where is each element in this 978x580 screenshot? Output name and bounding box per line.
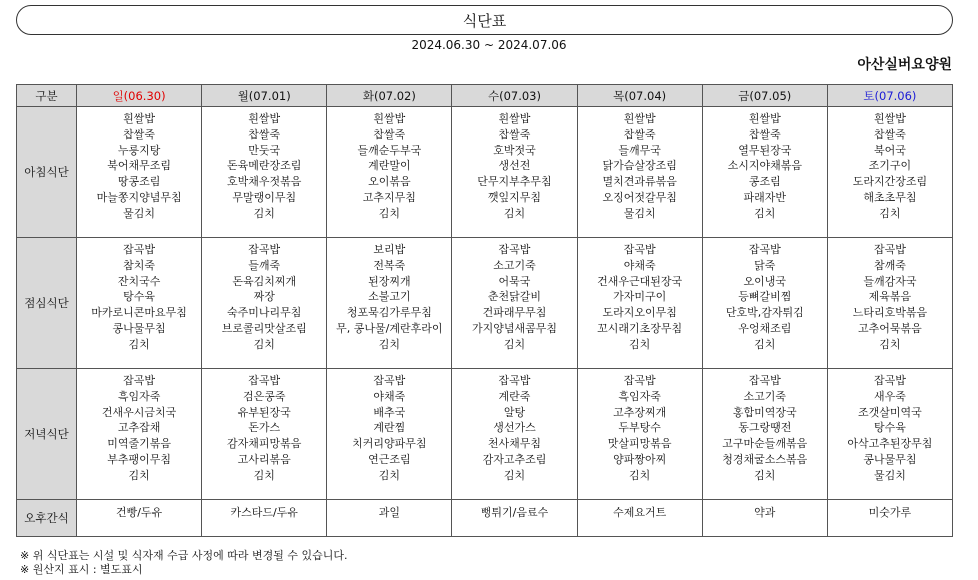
menu-item: 돈가스 [248, 421, 281, 435]
menu-cell [827, 238, 952, 369]
menu-item: 흰쌀밥 [623, 112, 656, 125]
header-row [17, 85, 953, 107]
menu-cell [327, 369, 452, 500]
menu-item: 찹쌀죽 [248, 127, 281, 141]
menu-item: 호박젓국 [493, 143, 536, 157]
menu-item: 잡곡밥 [248, 243, 281, 256]
menu-item: 건새우근대된장국 [597, 274, 683, 288]
menu-item: 잔치국수 [117, 274, 161, 288]
menu-item: 김치 [253, 468, 275, 482]
menu-item: 청포묵김가루무침 [346, 306, 432, 320]
menu-item: 배추국 [373, 405, 406, 419]
menu-item: 흰쌀밥 [873, 112, 906, 125]
menu-item: 열무된장국 [738, 143, 792, 157]
menu-item: 흰쌀밥 [123, 112, 156, 125]
menu-item: 물김치 [623, 206, 656, 220]
menu-item: 닭죽 [754, 258, 776, 272]
menu-item: 북어국 [873, 143, 906, 157]
menu-item: 찹쌀죽 [623, 127, 656, 141]
snack-cell: 약과 [702, 500, 827, 537]
menu-item: 가자미구이 [613, 290, 667, 304]
menu-cell [702, 238, 827, 369]
menu-item: 김치 [128, 468, 150, 482]
menu-item: 콩나물무침 [112, 321, 166, 335]
menu-item: 들깨순두부국 [357, 143, 422, 157]
menu-item: 김치 [378, 206, 400, 220]
menu-item: 연근조림 [368, 452, 411, 466]
menu-item: 참치죽 [123, 258, 156, 272]
menu-cell [702, 369, 827, 500]
menu-cell [77, 238, 202, 369]
menu-item: 김치 [378, 468, 400, 482]
menu-item: 유부된장국 [237, 405, 291, 419]
menu-cell [452, 107, 577, 238]
menu-item: 조갯살미역국 [858, 405, 922, 419]
menu-item: 콩나물무침 [863, 452, 917, 466]
menu-item: 야채죽 [623, 258, 656, 272]
menu-item: 김치 [879, 206, 901, 220]
facility-name: 아산실버요양원 [857, 57, 952, 73]
note-change: ※ 위 식단표는 시설 및 식자재 수급 사정에 따라 변경될 수 있습니다. [20, 549, 348, 562]
menu-item: 들깨감자국 [863, 274, 917, 288]
row-label: 아침식단 [17, 107, 77, 238]
snack-cell: 과일 [327, 500, 452, 537]
day-header-wed: 수(07.03) [452, 85, 577, 107]
menu-item: 도라지간장조림 [852, 175, 928, 189]
day-header-thu: 목(07.04) [577, 85, 702, 107]
menu-item: 등뼈갈비찜 [738, 290, 792, 304]
menu-item: 보리밥 [373, 243, 406, 256]
menu-item: 치커리양파무침 [352, 437, 427, 451]
menu-item: 우엉채조림 [738, 321, 792, 335]
menu-item: 잡곡밥 [498, 374, 531, 387]
day-header-sat: 토(07.06) [827, 85, 952, 107]
menu-item: 느타리호박볶음 [852, 306, 928, 320]
row-label: 점심식단 [17, 238, 77, 369]
menu-item: 청경채굴소스볶음 [722, 452, 808, 466]
snack-cell: 건빵/두유 [77, 500, 202, 537]
menu-item: 잡곡밥 [123, 374, 156, 387]
menu-item: 흰쌀밥 [498, 112, 531, 125]
menu-item: 무, 콩나물/계란후라이 [336, 321, 443, 335]
snack-cell: 미숫가루 [827, 500, 952, 537]
row-label: 저녁식단 [17, 369, 77, 500]
page-title: 식단표 [462, 11, 507, 30]
menu-item: 김치 [629, 468, 651, 482]
meal-row-lunch [17, 238, 953, 369]
menu-item: 해초초무침 [863, 190, 917, 204]
menu-item: 도라지오이무침 [602, 306, 677, 320]
header-corner: 구분 [17, 85, 77, 107]
menu-item: 춘천닭갈비 [487, 290, 542, 304]
menu-item: 알탕 [503, 405, 526, 419]
menu-item: 검은콩죽 [242, 389, 286, 403]
menu-item: 잡곡밥 [748, 243, 781, 256]
menu-table [16, 84, 953, 537]
menu-item: 김치 [503, 206, 526, 220]
snack-cell: 카스타드/두유 [202, 500, 327, 537]
menu-cell [827, 107, 952, 238]
menu-item: 찹쌀죽 [748, 127, 781, 141]
menu-item: 양파짱아찌 [613, 452, 667, 466]
menu-item: 고구마순들깨볶음 [722, 437, 808, 451]
menu-cell [327, 238, 452, 369]
menu-item: 흑임자죽 [117, 389, 161, 403]
menu-item: 들깨무국 [618, 143, 661, 157]
menu-cell [452, 238, 577, 369]
menu-item: 홍합미역장국 [732, 405, 797, 419]
menu-item: 잡곡밥 [498, 243, 531, 256]
menu-item: 계란말이 [368, 159, 411, 173]
menu-item: 오이냉국 [743, 274, 787, 288]
menu-cell [327, 107, 452, 238]
menu-item: 잡곡밥 [373, 374, 406, 387]
row-label: 오후간식 [17, 500, 77, 537]
menu-item: 마카로니콘마요무침 [91, 306, 187, 320]
menu-item: 꼬시래기초장무침 [597, 321, 683, 335]
day-header-tue: 화(07.02) [327, 85, 452, 107]
menu-item: 북어채무조림 [107, 159, 171, 173]
menu-item: 김치 [378, 337, 400, 351]
title-box [16, 5, 953, 35]
menu-item: 어묵국 [498, 274, 531, 288]
menu-item: 단무지부추무침 [477, 175, 552, 189]
menu-item: 계란찜 [373, 421, 406, 435]
menu-item: 숙주미나리무침 [227, 306, 302, 320]
menu-period: 2024.06.30 ~ 2024.07.06 [411, 38, 567, 52]
menu-item: 들깨죽 [248, 258, 281, 272]
menu-item: 미역줄기볶음 [107, 437, 171, 451]
menu-cell [827, 369, 952, 500]
snack-row [17, 500, 953, 537]
menu-item: 오이볶음 [368, 175, 411, 189]
day-header-sun: 일(06.30) [77, 85, 202, 107]
menu-item: 짜장 [253, 290, 275, 304]
day-header-mon: 월(07.01) [202, 85, 327, 107]
menu-item: 두부탕수 [618, 421, 661, 435]
menu-cell [702, 107, 827, 238]
snack-cell: 뻥튀기/음료수 [452, 500, 577, 537]
menu-item: 잡곡밥 [748, 374, 781, 387]
menu-item: 고추잡채 [117, 421, 161, 435]
menu-item: 고추어묵볶음 [858, 321, 922, 335]
menu-item: 물김치 [873, 468, 906, 482]
menu-item: 찹쌀죽 [498, 127, 531, 141]
menu-item: 건새우시금치국 [101, 405, 177, 419]
menu-item: 단호박,감자튀김 [725, 306, 804, 320]
menu-item: 찹쌀죽 [373, 127, 406, 141]
menu-item: 탕수육 [873, 421, 906, 435]
menu-item: 흰쌀밥 [373, 112, 406, 125]
menu-item: 잡곡밥 [123, 243, 156, 256]
menu-item: 김치 [754, 206, 776, 220]
menu-item: 파래자반 [743, 190, 787, 204]
menu-item: 감자채피망볶음 [227, 437, 302, 451]
menu-item: 닭가슴살장조림 [602, 159, 677, 173]
menu-item: 브로콜리맛살조림 [221, 321, 307, 335]
menu-item: 오징어젓갈무침 [602, 190, 677, 204]
menu-item: 잡곡밥 [873, 374, 906, 387]
meal-row-breakfast [17, 107, 953, 238]
menu-item: 땅콩조림 [117, 175, 161, 189]
menu-cell [77, 107, 202, 238]
menu-item: 된장찌개 [368, 274, 411, 288]
menu-cell [577, 238, 702, 369]
menu-item: 김치 [503, 468, 526, 482]
menu-item: 김치 [879, 337, 901, 351]
menu-item: 김치 [754, 468, 776, 482]
menu-item: 참깨죽 [873, 258, 906, 272]
menu-item: 동그랑땡전 [738, 421, 792, 435]
snack-cell: 수제요거트 [577, 500, 702, 537]
menu-item: 김치 [128, 337, 150, 351]
menu-item: 소불고기 [368, 290, 411, 304]
menu-item: 계란죽 [498, 389, 531, 403]
menu-item: 부추팽이무침 [107, 452, 171, 466]
menu-item: 흰쌀밥 [248, 112, 281, 125]
menu-item: 고추장찌개 [613, 405, 667, 419]
menu-item: 고추지무침 [362, 190, 416, 204]
menu-item: 제육볶음 [868, 290, 912, 304]
menu-item: 돈육메란장조림 [227, 159, 302, 173]
menu-item: 김치 [503, 337, 526, 351]
day-header-fri: 금(07.05) [702, 85, 827, 107]
menu-item: 소시지야채볶음 [727, 159, 802, 173]
menu-cell [77, 369, 202, 500]
menu-item: 소고기죽 [743, 389, 787, 403]
meal-row-dinner [17, 369, 953, 500]
menu-item: 고사리볶음 [237, 452, 291, 466]
menu-item: 멸치견과류볶음 [602, 175, 677, 189]
menu-item: 새우죽 [873, 389, 906, 403]
menu-cell [202, 369, 327, 500]
menu-cell [577, 369, 702, 500]
menu-item: 맛살피망볶음 [607, 437, 672, 451]
menu-cell [202, 107, 327, 238]
menu-item: 조기구이 [868, 159, 912, 173]
menu-item: 누룽지탕 [117, 143, 161, 157]
menu-item: 야채죽 [373, 389, 406, 403]
menu-cell [452, 369, 577, 500]
menu-item: 흑임자죽 [618, 389, 661, 403]
menu-item: 깻잎지무침 [487, 190, 542, 204]
menu-item: 흰쌀밥 [748, 112, 781, 125]
menu-item: 감자고추조림 [482, 452, 547, 466]
menu-item: 천사채무침 [487, 437, 542, 451]
menu-item: 찹쌀죽 [873, 127, 906, 141]
note-origin: ※ 원산지 표시 : 별도표시 [20, 563, 143, 576]
menu-item: 마늘쫑지양념무침 [96, 190, 182, 204]
menu-item: 잡곡밥 [873, 243, 906, 256]
menu-item: 아삭고추된장무침 [847, 437, 933, 451]
menu-item: 물김치 [123, 206, 156, 220]
menu-cell [577, 107, 702, 238]
menu-item: 전복죽 [373, 258, 406, 272]
menu-item: 김치 [754, 337, 776, 351]
menu-item: 콩조림 [748, 175, 781, 189]
menu-item: 김치 [253, 206, 275, 220]
menu-item: 가지양념새콤무침 [471, 321, 557, 335]
menu-item: 소고기죽 [493, 258, 536, 272]
menu-item: 만둣국 [248, 143, 281, 157]
menu-item: 김치 [629, 337, 651, 351]
menu-cell [202, 238, 327, 369]
notes [20, 549, 347, 577]
menu-item: 탕수육 [123, 290, 156, 304]
menu-item: 무말랭이무침 [232, 190, 297, 204]
menu-item: 잡곡밥 [623, 374, 656, 387]
menu-item: 건파래무무침 [482, 306, 547, 320]
menu-item: 잡곡밥 [623, 243, 656, 256]
menu-item: 돈육김치찌개 [232, 274, 297, 288]
menu-item: 생선가스 [493, 421, 536, 435]
menu-item: 찹쌀죽 [123, 127, 156, 141]
menu-item: 김치 [253, 337, 275, 351]
menu-item: 잡곡밥 [248, 374, 281, 387]
menu-item: 생선전 [498, 159, 531, 173]
menu-item: 호박채우젓볶음 [227, 175, 302, 189]
